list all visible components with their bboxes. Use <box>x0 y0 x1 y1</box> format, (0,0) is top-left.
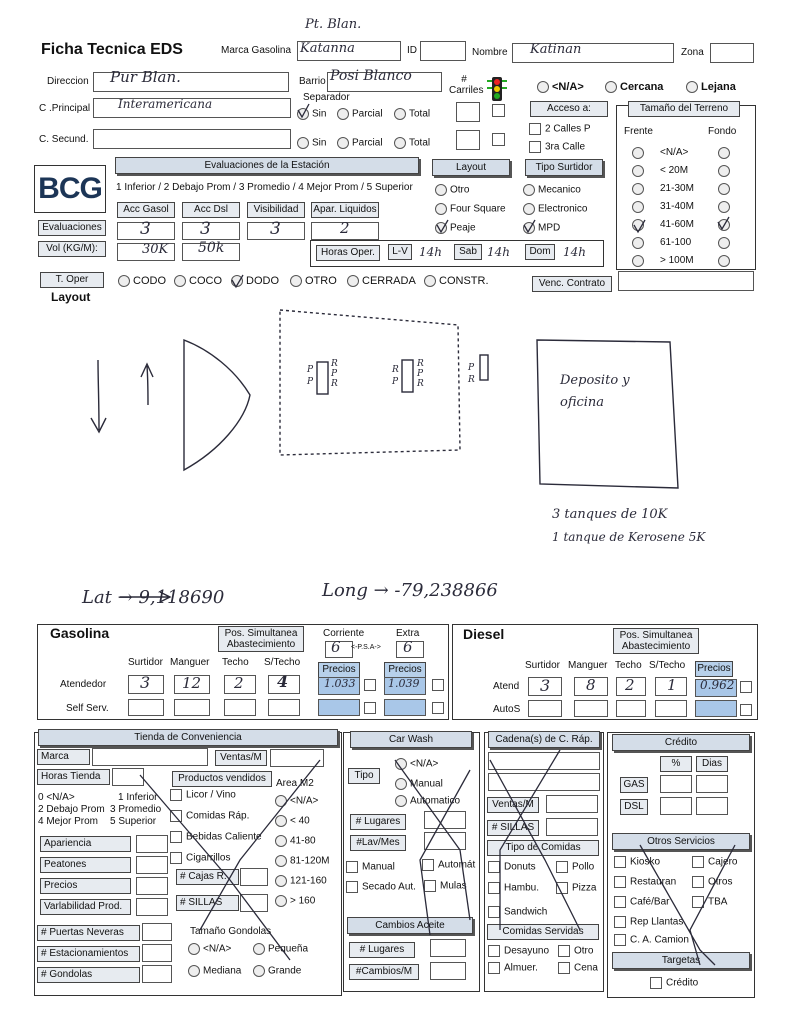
direccion-label: Direccion <box>47 76 89 87</box>
gondolas-label: # Gondolas <box>37 967 140 983</box>
tienda-eval-label-3: Varlabilidad Prod. <box>40 899 131 915</box>
horas-tienda-field[interactable] <box>112 768 144 786</box>
terreno-size-label: 21-30M <box>660 183 694 194</box>
serv-cafe[interactable]: Café/Bar <box>614 896 669 908</box>
cw-lavmes-label: #Lav/Mes <box>350 835 406 851</box>
surtidor-header: Tipo Surtidor <box>525 159 603 176</box>
dsl-autos-stecho[interactable] <box>655 700 687 717</box>
toper-cerrada[interactable]: CERRADA <box>347 275 416 287</box>
corriente-value: 6 <box>331 638 341 656</box>
lv-value: 14h <box>419 245 442 259</box>
serv-cajero[interactable]: Cajero <box>692 856 737 868</box>
sep2-total[interactable]: Total <box>394 137 430 149</box>
dsl-precio: 0.962 <box>700 678 735 692</box>
dsl-at-value-4: 1 <box>667 676 677 694</box>
sep1-sin[interactable]: Sin <box>297 108 326 120</box>
toper-constr[interactable]: CONSTR. <box>424 275 489 287</box>
atendedor-label: Atendedor <box>60 679 107 690</box>
sep1-total[interactable]: Total <box>394 108 430 120</box>
cw-mulas-cb[interactable]: Mulas <box>424 880 467 892</box>
gas-at-value-2: 12 <box>182 674 202 692</box>
gas-precios-2: Precios <box>384 662 426 678</box>
vol-label: Vol (KG/M): <box>38 241 106 257</box>
lat-note: Lat → 9,118690 <box>82 587 225 608</box>
acceso-header: Acceso a: <box>530 101 608 117</box>
svg-text:R: R <box>468 375 475 385</box>
horas-label: Horas Oper. <box>316 245 380 261</box>
id-label: ID <box>407 45 417 56</box>
frente-label: Frente <box>624 126 653 137</box>
tipo-comidas-header: Tipo de Comidas <box>487 840 599 856</box>
tienda-scale-item: 1 Inferior <box>118 792 158 803</box>
tienda-sillas-label: # SILLAS <box>176 895 239 911</box>
sep2-parcial[interactable]: Parcial <box>337 137 383 149</box>
ca-lugares-field[interactable] <box>430 939 466 957</box>
gas-self-precio-1[interactable] <box>318 699 360 716</box>
gasolina-title: Gasolina <box>50 625 110 641</box>
credito-gas-label: GAS <box>620 777 648 793</box>
cad-otro[interactable]: Otro <box>558 945 593 957</box>
gas-self-precio-2[interactable] <box>384 699 426 716</box>
cad-desayuno[interactable]: Desayuno <box>488 945 549 957</box>
eval-value-1: 3 <box>140 219 151 239</box>
page-title: Ficha Tecnica EDS <box>41 41 183 58</box>
tam-gond-label: Tamaño Gondolas <box>190 926 272 937</box>
cw-tipo-label: Tipo <box>348 768 380 784</box>
credito-dsl-pct[interactable] <box>660 797 692 815</box>
tienda-prod-item-3[interactable]: Cigarrillos <box>170 852 230 864</box>
prox-na[interactable]: <N/A> <box>537 81 584 93</box>
gas-precio-1: 1.033 <box>324 677 356 690</box>
credito-dsl-dias[interactable] <box>696 797 728 815</box>
svg-text:P: P <box>468 363 475 373</box>
carwash-header: Car Wash <box>350 731 472 748</box>
credito-dsl-label: DSL <box>620 799 648 815</box>
area-label: Area M2 <box>276 778 314 789</box>
serv-restauran[interactable]: Restauran <box>614 876 676 888</box>
sep2-sin[interactable]: Sin <box>297 137 326 149</box>
gond-pequena[interactable]: Pequeña <box>253 943 308 955</box>
svg-text:R: R <box>331 359 338 369</box>
dsl-autos-precio[interactable] <box>695 700 737 717</box>
tienda-scale-item: 2 Debajo Prom <box>38 804 105 815</box>
ca-lugares-label: # Lugares <box>349 942 415 958</box>
tanques-note-1: 3 tanques de 10K <box>552 507 668 522</box>
tienda-marca-field[interactable] <box>92 748 208 766</box>
cambios-header: Cambios Aceite <box>347 917 473 934</box>
puertas-field[interactable] <box>142 923 172 941</box>
gas-precio-check-2[interactable] <box>432 679 444 691</box>
psa-label: <-P.S.A-> <box>351 644 381 651</box>
tienda-eval-field-1[interactable] <box>136 856 168 874</box>
svg-text:P: P <box>392 377 399 387</box>
vol-value-2: 50k <box>198 240 225 256</box>
horas-tienda-label: Horas Tienda <box>37 769 110 785</box>
dsl-autos-techo[interactable] <box>616 700 646 717</box>
tienda-prod-item-2[interactable]: Bebidas Caliente <box>170 831 262 843</box>
productos-header: Productos vendidos <box>172 771 272 787</box>
cad-donuts[interactable]: Donuts <box>488 861 536 873</box>
cw-lavmes-field[interactable] <box>424 832 466 850</box>
tanques-note-2: 1 tanque de Kerosene 5K <box>552 530 706 544</box>
carriles-label: # Carriles <box>449 74 484 96</box>
dsl-at-value-3: 2 <box>625 676 635 694</box>
gond-grande[interactable]: Grande <box>253 965 301 977</box>
gas-at-value-1: 3 <box>140 673 151 692</box>
layout-header: Layout <box>432 159 510 176</box>
gond-mediana[interactable]: Mediana <box>188 965 241 977</box>
gas-col-techo: Techo <box>222 657 249 668</box>
self-serv-label: Self Serv. <box>66 703 109 714</box>
gas-self-manguer[interactable] <box>174 699 210 716</box>
svg-text:P: P <box>417 369 424 379</box>
tienda-eval-field-2[interactable] <box>136 877 168 895</box>
dom-value: 14h <box>563 245 586 259</box>
svg-text:R: R <box>417 359 424 369</box>
cad-cena[interactable]: Cena <box>558 962 598 974</box>
extra-value: 6 <box>403 638 413 656</box>
autos-label: AutoS <box>493 704 521 715</box>
eval-value-4: 2 <box>340 219 350 237</box>
credito-gas-pct[interactable] <box>660 775 692 793</box>
ca-cambios-label: #Cambios/M <box>349 964 419 980</box>
barrio-label: Barrio <box>299 76 326 87</box>
separador-label: Separador <box>303 92 350 103</box>
puertas-label: # Puertas Neveras <box>37 925 140 941</box>
credito-dias: Dias <box>696 756 728 772</box>
svg-text:R: R <box>392 365 399 375</box>
acceso-2calles[interactable]: 2 Calles P <box>529 123 591 135</box>
credito-pct: % <box>660 756 692 772</box>
eval-value-2: 3 <box>200 219 211 239</box>
gas-self-check-1[interactable] <box>364 702 376 714</box>
cad-pizza[interactable]: Pizza <box>556 882 596 894</box>
cadena-sillas-field[interactable] <box>546 818 598 836</box>
serv-tba[interactable]: TBA <box>692 896 727 908</box>
cadena-field-1[interactable] <box>488 752 600 770</box>
terreno-size-label: 41-60M <box>660 219 694 230</box>
evaluaciones-label: Evaluaciones <box>38 220 106 236</box>
tienda-eval-field-3[interactable] <box>136 898 168 916</box>
gas-col-manguer: Manguer <box>170 657 210 668</box>
dsl-at-value-2: 8 <box>586 676 596 694</box>
gas-precio-check-1[interactable] <box>364 679 376 691</box>
dsl-autos-manguer[interactable] <box>574 700 608 717</box>
toper-dodo[interactable]: DODO <box>231 275 279 287</box>
tienda-eval-label-0: Apariencia <box>40 836 131 852</box>
tienda-area-item-3[interactable]: 81-120M <box>275 855 329 867</box>
tienda-prod-item-0[interactable]: Licor / Vino <box>170 789 236 801</box>
dom-label: Dom <box>525 244 555 260</box>
sab-label: Sab <box>454 244 482 260</box>
surtidor-electronico[interactable]: Electronico <box>523 203 587 215</box>
tienda-prod-item-1[interactable]: Comidas Ráp. <box>170 810 249 822</box>
acceso-3ra[interactable]: 3ra Calle <box>529 141 585 153</box>
tienda-header: Tienda de Conveniencia <box>38 729 338 746</box>
surtidor-mpd[interactable]: MPD <box>523 222 560 234</box>
svg-text:P: P <box>307 365 314 375</box>
dsl-col-precios: Precios <box>695 661 733 677</box>
serv-rep-llantas[interactable]: Rep Llantas <box>614 916 683 928</box>
toper-coco[interactable]: COCO <box>174 275 222 287</box>
cw-automatico[interactable]: Automatico <box>395 795 460 807</box>
tienda-area-item-2[interactable]: 41-80 <box>275 835 316 847</box>
atend-label: Atend <box>493 681 520 692</box>
credito-checkbox[interactable]: Crédito <box>650 977 698 989</box>
dsl-autos-check[interactable] <box>740 704 752 716</box>
dsl-col-stecho: S/Techo <box>649 660 686 671</box>
dsl-at-value-1: 3 <box>540 676 551 695</box>
cadena-header: Cadena(s) de C. Ráp. <box>488 731 600 748</box>
tienda-scale-item: 4 Mejor Prom <box>38 816 99 827</box>
svg-text:P: P <box>307 377 314 387</box>
prox-lejana[interactable]: Lejana <box>686 81 736 93</box>
col-apar-liquidos: Apar. Liquidos <box>311 202 379 218</box>
sep1-parcial[interactable]: Parcial <box>337 108 383 120</box>
tienda-ventas-label: Ventas/M <box>215 750 267 766</box>
venc-contrato-label: Venc. Contrato <box>532 276 612 292</box>
cw-lugares-field[interactable] <box>424 811 466 829</box>
svg-text:P: P <box>331 369 338 379</box>
tienda-eval-label-1: Peatones <box>40 857 131 873</box>
dsl-col-surtidor: Surtidor <box>525 660 561 671</box>
gas-precio-2: 1.039 <box>388 677 420 690</box>
extra-label: Extra <box>396 628 420 639</box>
gas-pos-sim: Pos. Simultanea Abastecimiento <box>218 626 304 652</box>
layout-peaje[interactable]: Peaje <box>435 222 476 234</box>
sab-value: 14h <box>487 245 510 259</box>
targetas-header: Targetas <box>612 952 750 969</box>
col-acc-gasol: Acc Gasol <box>117 202 175 218</box>
marca-value-top: Pt. Blan. <box>305 17 362 32</box>
terreno-header: Tamaño del Terreno <box>628 101 740 117</box>
corriente-label: Corriente <box>323 628 365 639</box>
cad-almuer[interactable]: Almuer. <box>488 962 538 974</box>
svg-text:R: R <box>331 379 338 389</box>
layout-otro[interactable]: Otro <box>435 184 469 196</box>
cad-hambu[interactable]: Hambu. <box>488 882 539 894</box>
gas-self-surtidor[interactable] <box>128 699 164 716</box>
serv-kiosko[interactable]: Kiosko <box>614 856 660 868</box>
cad-pollo[interactable]: Pollo <box>556 861 594 873</box>
tienda-area-item-4[interactable]: 121-160 <box>275 875 327 887</box>
otros-servicios-header: Otros Servicios <box>612 833 750 850</box>
gas-col-surtidor: Surtidor <box>128 657 164 668</box>
prox-cercana[interactable]: Cercana <box>605 81 663 93</box>
vol-value-1: 30K <box>142 242 169 257</box>
dsl-autos-surtidor[interactable] <box>528 700 562 717</box>
c-principal-label: C .Principal <box>39 103 91 114</box>
ca-cambios-field[interactable] <box>430 962 466 980</box>
cad-sandwich[interactable]: Sandwich <box>488 906 547 918</box>
tienda-scale-item: 5 Superior <box>110 816 157 827</box>
tienda-marca-label: Marca <box>37 749 90 765</box>
gondolas-field[interactable] <box>142 965 172 983</box>
gas-self-check-2[interactable] <box>432 702 444 714</box>
long-note: Long → -79,238866 <box>322 580 498 601</box>
barrio-value: Posi Blanco <box>330 68 412 84</box>
tienda-sillas-field[interactable] <box>240 894 268 912</box>
tienda-area-item-0[interactable]: <N/A> <box>275 795 318 807</box>
terreno-size-label: > 100M <box>660 255 694 266</box>
serv-camion[interactable]: C. A. Camion <box>614 934 689 946</box>
col-acc-dsl: Acc Dsl <box>182 202 240 218</box>
estacion-label: # Estacionamientos <box>37 946 140 962</box>
gond-na[interactable]: <N/A> <box>188 943 231 955</box>
comidas-servidas-header: Comidas Servidas <box>487 924 599 940</box>
cajas-field[interactable] <box>240 868 268 886</box>
layout-four-square[interactable]: Four Square <box>435 203 506 215</box>
terreno-size-label: 61-100 <box>660 237 692 248</box>
terreno-size-label: < 20M <box>660 165 689 176</box>
toper-codo[interactable]: CODO <box>118 275 166 287</box>
tienda-scale-item: 0 <N/A> <box>38 792 75 803</box>
cw-automat-cb[interactable]: Automát <box>422 859 475 871</box>
tienda-area-item-1[interactable]: < 40 <box>275 815 310 827</box>
layout-section-title: Layout <box>51 290 91 304</box>
toper-label: T. Oper <box>40 272 104 288</box>
tienda-eval-field-0[interactable] <box>136 835 168 853</box>
marca-value: Katanna <box>300 41 355 56</box>
dsl-precio-check[interactable] <box>740 681 752 693</box>
bcg-logo-text: BCG <box>38 172 102 205</box>
cajas-label: # Cajas R. <box>176 869 239 885</box>
cw-manual[interactable]: Manual <box>395 778 443 790</box>
gas-self-techo[interactable] <box>224 699 256 716</box>
estacion-field[interactable] <box>142 944 172 962</box>
cw-manual-cb[interactable]: Manual <box>346 861 395 873</box>
col-visibilidad: Visibilidad <box>247 202 305 218</box>
fondo-label: Fondo <box>708 126 737 137</box>
gas-at-value-3: 2 <box>234 674 244 692</box>
eval-scale: 1 Inferior / 2 Debajo Prom / 3 Promedio / 4 Mejor Prom / 5 Superior <box>116 182 413 193</box>
eval-value-3: 3 <box>270 219 281 239</box>
serv-otros[interactable]: Otros <box>692 876 732 888</box>
terreno-size-label: <N/A> <box>660 147 689 158</box>
evaluaciones-header: Evaluaciones de la Estación <box>115 157 419 174</box>
zona-label: Zona <box>681 47 704 58</box>
tienda-area-item-5[interactable]: > 160 <box>275 895 315 907</box>
credito-header: Crédito <box>612 734 750 751</box>
tienda-eval-label-2: Precios <box>40 878 131 894</box>
cw-lugares-label: # Lugares <box>350 814 406 830</box>
dsl-pos-sim: Pos. Simultanea Abastecimiento <box>613 628 699 654</box>
toper-otro[interactable]: OTRO <box>290 275 337 287</box>
c-principal-value: Interamericana <box>118 97 213 111</box>
gas-precios-1: Precios <box>318 662 360 678</box>
cw-na[interactable]: <N/A> <box>395 758 438 770</box>
dsl-col-techo: Techo <box>615 660 642 671</box>
marca-label: Marca Gasolina <box>221 45 292 56</box>
nombre-label: Nombre <box>472 47 508 58</box>
cadena-ventas-label: Ventas/M <box>487 797 539 813</box>
c-secund-label: C. Secund. <box>39 134 89 145</box>
deposito-note: Deposito y oficina <box>560 373 630 410</box>
direccion-value: Pur Blan. <box>110 68 181 86</box>
svg-text:R: R <box>417 379 424 389</box>
lv-label: L-V <box>388 244 412 260</box>
gas-at-value-4: 4 <box>277 672 289 691</box>
dsl-col-manguer: Manguer <box>568 660 608 671</box>
tienda-scale-item: 3 Promedio <box>110 804 162 815</box>
tienda-ventas-field[interactable] <box>270 749 324 767</box>
nombre-value: Katinan <box>530 42 582 57</box>
cadena-field-2[interactable] <box>488 773 600 791</box>
diesel-title: Diesel <box>463 626 505 642</box>
surtidor-mecanico[interactable]: Mecanico <box>523 184 581 196</box>
gas-col-stecho: S/Techo <box>264 657 301 668</box>
cw-secado-cb[interactable]: Secado Aut. <box>346 881 416 893</box>
credito-gas-dias[interactable] <box>696 775 728 793</box>
gas-self-stecho[interactable] <box>268 699 300 716</box>
terreno-size-label: 31-40M <box>660 201 694 212</box>
cadena-ventas-field[interactable] <box>546 795 598 813</box>
cadena-sillas-label: # SILLAS <box>487 820 539 836</box>
